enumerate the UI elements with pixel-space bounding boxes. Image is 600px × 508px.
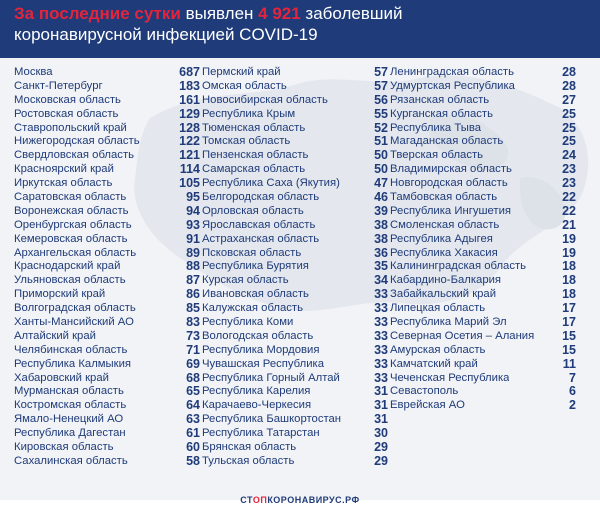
region-row [14, 455, 200, 469]
region-case-count: 128 [179, 120, 200, 135]
region-name: Забайкальский край [390, 288, 497, 301]
region-name: Республика Горный Алтай [202, 371, 340, 384]
region-name: Смоленская область [390, 218, 500, 231]
region-name: Краснодарский край [14, 260, 121, 273]
region-name: Ярославская область [202, 218, 316, 231]
region-case-count: 27 [562, 92, 576, 107]
region-case-count: 23 [562, 162, 576, 177]
region-row [390, 108, 576, 122]
header-total-count: 4 921 [258, 4, 301, 23]
region-case-count: 21 [562, 217, 576, 232]
region-row [202, 302, 388, 316]
region-name: Ханты-Мансийский АО [14, 316, 134, 329]
region-row [202, 316, 388, 330]
region-row [202, 288, 388, 302]
region-row [14, 219, 200, 233]
region-row [14, 274, 200, 288]
region-case-count: 87 [186, 273, 200, 288]
region-row [14, 288, 200, 302]
region-row [390, 260, 576, 274]
region-name: Курганская область [390, 107, 493, 120]
region-name: Свердловская область [14, 149, 135, 162]
region-case-count: 65 [186, 384, 200, 399]
region-row [14, 205, 200, 219]
region-name: Брянская область [202, 441, 297, 454]
region-name: Чеченская Республика [390, 371, 510, 384]
region-case-count: 30 [374, 426, 388, 441]
region-case-count: 15 [562, 342, 576, 357]
region-name: Томская область [202, 135, 291, 148]
region-row [14, 260, 200, 274]
region-name: Республика Адыгея [390, 232, 493, 245]
region-case-count: 61 [186, 426, 200, 441]
region-row [14, 413, 200, 427]
region-case-count: 57 [374, 78, 388, 93]
region-case-count: 64 [186, 398, 200, 413]
region-name: Волгоградская область [14, 302, 136, 315]
region-name: Владимирская область [390, 163, 512, 176]
region-row [202, 122, 388, 136]
region-name: Республика Мордовия [202, 343, 320, 356]
region-row [390, 233, 576, 247]
region-case-count: 114 [179, 162, 200, 177]
region-row [14, 135, 200, 149]
region-case-count: 36 [374, 245, 388, 260]
region-name: Карачаево-Черкесия [202, 399, 312, 412]
region-row [202, 66, 388, 80]
region-case-count: 33 [374, 342, 388, 357]
region-row [14, 302, 200, 316]
region-case-count: 2 [569, 398, 576, 413]
region-row [202, 413, 388, 427]
region-name: Еврейская АО [390, 399, 465, 412]
region-case-count: 19 [562, 245, 576, 260]
region-case-count: 31 [374, 398, 388, 413]
region-case-count: 11 [562, 356, 576, 371]
region-case-count: 71 [186, 342, 200, 357]
region-name: Республика Тыва [390, 121, 482, 134]
region-name: Воронежская область [14, 204, 129, 217]
region-name: Удмуртская Республика [390, 79, 515, 92]
region-row [202, 149, 388, 163]
region-case-count: 129 [179, 106, 200, 121]
region-name: Красноярский край [14, 163, 114, 176]
region-case-count: 47 [374, 176, 388, 191]
region-row [14, 247, 200, 261]
region-case-count: 38 [374, 231, 388, 246]
region-name: Республика Дагестан [14, 427, 126, 440]
region-name: Кемеровская область [14, 232, 128, 245]
region-case-count: 15 [562, 328, 576, 343]
region-row [14, 233, 200, 247]
region-row [390, 149, 576, 163]
region-case-count: 29 [374, 453, 388, 468]
region-name: Челябинская область [14, 343, 128, 356]
region-row [390, 288, 576, 302]
region-row [390, 177, 576, 191]
region-row [390, 205, 576, 219]
region-row [202, 260, 388, 274]
region-row [202, 330, 388, 344]
region-case-count: 33 [374, 301, 388, 316]
region-name: Республика Татарстан [202, 427, 320, 440]
region-column-1 [14, 66, 200, 469]
region-name: Оренбургская область [14, 218, 132, 231]
region-case-count: 25 [562, 120, 576, 135]
region-row [14, 385, 200, 399]
region-row [14, 330, 200, 344]
region-row [202, 108, 388, 122]
region-column-2 [202, 66, 388, 469]
region-name: Амурская область [390, 343, 486, 356]
region-name: Курская область [202, 274, 289, 287]
header-title-line2: коронавирусной инфекцией COVID-19 [14, 25, 318, 44]
region-row [202, 427, 388, 441]
region-case-count: 687 [179, 65, 200, 79]
region-name: Липецкая область [390, 302, 486, 315]
stopcoronavirus-logo [240, 495, 359, 505]
region-case-count: 83 [186, 315, 200, 330]
region-case-count: 85 [186, 301, 200, 316]
region-case-count: 18 [562, 287, 576, 302]
region-name: Республика Бурятия [202, 260, 309, 273]
region-row [202, 385, 388, 399]
region-case-count: 19 [562, 231, 576, 246]
region-case-count: 18 [562, 259, 576, 274]
region-name: Тюменская область [202, 121, 306, 134]
region-name: Камчатский край [390, 357, 478, 370]
region-case-count: 18 [562, 273, 576, 288]
region-name: Ивановская область [202, 288, 309, 301]
region-row [14, 177, 200, 191]
region-name: Мурманская область [14, 385, 124, 398]
region-case-count: 55 [374, 106, 388, 121]
logo-prefix: СТ [240, 495, 253, 505]
region-name: Республика Крым [202, 107, 296, 120]
region-row [202, 135, 388, 149]
region-row [14, 191, 200, 205]
region-name: Северная Осетия – Алания [390, 329, 535, 342]
region-name: Астраханская область [202, 232, 320, 245]
region-row [202, 233, 388, 247]
region-case-count: 88 [186, 259, 200, 274]
region-row [202, 247, 388, 261]
region-name: Республика Башкортостан [202, 413, 342, 426]
region-name: Калининградская область [390, 260, 527, 273]
region-name: Ленинградская область [390, 66, 514, 78]
region-case-count: 63 [186, 412, 200, 427]
region-case-count: 6 [569, 384, 576, 399]
region-name: Республика Коми [202, 316, 294, 329]
region-name: Москва [14, 66, 53, 78]
region-name: Ямало-Ненецкий АО [14, 413, 124, 426]
region-case-count: 33 [374, 356, 388, 371]
region-row [14, 344, 200, 358]
region-row [202, 205, 388, 219]
region-name: Тульская область [202, 454, 295, 467]
region-row [390, 94, 576, 108]
region-name: Республика Карелия [202, 385, 311, 398]
region-row [14, 163, 200, 177]
region-case-count: 60 [186, 440, 200, 455]
region-name: Республика Марий Эл [390, 316, 507, 329]
region-case-count: 23 [562, 176, 576, 191]
region-row [390, 372, 576, 386]
region-case-count: 29 [374, 440, 388, 455]
region-name: Рязанская область [390, 93, 490, 106]
region-case-count: 161 [179, 92, 200, 107]
region-row [390, 80, 576, 94]
region-row [202, 399, 388, 413]
logo-suffix: КОРОНАВИРУС.РФ [267, 495, 360, 505]
region-name: Архангельская область [14, 246, 137, 259]
region-case-count: 52 [374, 120, 388, 135]
region-name: Саратовская область [14, 191, 127, 204]
region-row [14, 94, 200, 108]
region-case-count: 34 [374, 273, 388, 288]
region-name: Пензенская область [202, 149, 309, 162]
region-row [390, 302, 576, 316]
region-case-count: 22 [562, 190, 576, 205]
region-name: Иркутская область [14, 177, 113, 190]
region-case-count: 94 [186, 203, 200, 218]
header-banner [0, 0, 600, 58]
region-row [202, 219, 388, 233]
region-case-count: 31 [374, 412, 388, 427]
region-case-count: 25 [562, 134, 576, 149]
region-case-count: 50 [374, 148, 388, 163]
region-name: Чувашская Республика [202, 357, 324, 370]
header-text-infected: заболевший [300, 4, 403, 23]
region-name: Санкт-Петербург [14, 79, 103, 92]
region-case-count: 68 [186, 370, 200, 385]
region-case-count: 73 [186, 328, 200, 343]
region-row [390, 274, 576, 288]
region-case-count: 121 [179, 148, 200, 163]
region-name: Ставропольский край [14, 121, 127, 134]
region-row [390, 219, 576, 233]
region-name: Кабардино-Балкария [390, 274, 502, 287]
region-row [202, 344, 388, 358]
region-case-count: 86 [186, 287, 200, 302]
region-case-count: 33 [374, 287, 388, 302]
region-case-count: 28 [562, 78, 576, 93]
region-name: Новгородская область [390, 177, 508, 190]
region-row [14, 66, 200, 80]
region-row [14, 372, 200, 386]
region-name: Московская область [14, 93, 121, 106]
region-name: Самарская область [202, 163, 306, 176]
region-row [14, 149, 200, 163]
region-case-count: 50 [374, 162, 388, 177]
region-name: Севастополь [390, 385, 459, 398]
region-row [14, 427, 200, 441]
region-name: Приморский край [14, 288, 106, 301]
region-case-count: 39 [374, 203, 388, 218]
region-case-count: 91 [186, 231, 200, 246]
region-row [390, 122, 576, 136]
region-case-count: 38 [374, 217, 388, 232]
region-case-count: 24 [562, 148, 576, 163]
region-row [202, 441, 388, 455]
region-name: Республика Калмыкия [14, 357, 132, 370]
region-case-count: 46 [374, 190, 388, 205]
region-name: Хабаровский край [14, 371, 109, 384]
region-name: Новосибирская область [202, 93, 328, 106]
region-row [14, 399, 200, 413]
region-case-count: 95 [186, 190, 200, 205]
region-name: Тамбовская область [390, 191, 498, 204]
region-row [202, 372, 388, 386]
region-case-count: 33 [374, 315, 388, 330]
footer [0, 490, 600, 505]
region-column-3 [390, 66, 576, 413]
region-case-count: 17 [562, 301, 576, 316]
region-name: Республика Ингушетия [390, 204, 512, 217]
region-case-count: 7 [569, 370, 576, 385]
region-name: Калужская область [202, 302, 303, 315]
region-name: Вологодская область [202, 329, 314, 342]
region-row [14, 108, 200, 122]
region-row [202, 94, 388, 108]
region-name: Алтайский край [14, 329, 96, 342]
region-name: Орловская область [202, 204, 304, 217]
region-case-count: 105 [179, 176, 200, 191]
region-row [14, 122, 200, 136]
region-case-count: 22 [562, 203, 576, 218]
region-name: Нижегородская область [14, 135, 140, 148]
region-case-count: 33 [374, 370, 388, 385]
region-case-count: 56 [374, 92, 388, 107]
region-case-count: 25 [562, 106, 576, 121]
header-text-detected: выявлен [180, 4, 259, 23]
region-row [390, 316, 576, 330]
region-case-count: 57 [374, 65, 388, 79]
region-name: Омская область [202, 79, 287, 92]
region-row [202, 274, 388, 288]
region-name: Сахалинская область [14, 454, 128, 467]
region-name: Пермский край [202, 66, 281, 78]
region-case-count: 183 [179, 78, 200, 93]
region-row [390, 385, 576, 399]
header-title-line1 [14, 3, 403, 25]
region-case-count: 33 [374, 328, 388, 343]
region-name: Республика Хакасия [390, 246, 498, 259]
region-case-count: 122 [179, 134, 200, 149]
region-case-count: 51 [374, 134, 388, 149]
logo-stop: ОП [252, 495, 268, 505]
region-case-count: 69 [186, 356, 200, 371]
region-case-count: 28 [562, 65, 576, 79]
region-row [14, 441, 200, 455]
region-name: Ростовская область [14, 107, 119, 120]
region-case-count: 31 [374, 384, 388, 399]
header-period: За последние сутки [14, 4, 181, 23]
region-row [390, 163, 576, 177]
region-row [202, 80, 388, 94]
region-case-count: 58 [186, 453, 200, 468]
region-name: Кировская область [14, 441, 114, 454]
region-row [390, 135, 576, 149]
region-row [390, 66, 576, 80]
region-name: Тверская область [390, 149, 484, 162]
region-row [14, 358, 200, 372]
region-row [202, 163, 388, 177]
region-row [390, 247, 576, 261]
region-case-count: 17 [562, 315, 576, 330]
region-row [390, 358, 576, 372]
region-row [202, 455, 388, 469]
region-row [202, 358, 388, 372]
region-row [390, 330, 576, 344]
region-row [390, 344, 576, 358]
region-row [202, 177, 388, 191]
region-case-count: 89 [186, 245, 200, 260]
region-name: Ульяновская область [14, 274, 126, 287]
region-case-count: 35 [374, 259, 388, 274]
region-name: Псковская область [202, 246, 302, 259]
region-name: Республика Саха (Якутия) [202, 177, 340, 190]
region-row [202, 191, 388, 205]
region-row [390, 191, 576, 205]
region-name: Магаданская область [390, 135, 504, 148]
region-row [390, 399, 576, 413]
region-name: Белгородская область [202, 191, 320, 204]
region-name: Костромская область [14, 399, 127, 412]
region-row [14, 80, 200, 94]
region-row [14, 316, 200, 330]
region-case-count: 93 [186, 217, 200, 232]
